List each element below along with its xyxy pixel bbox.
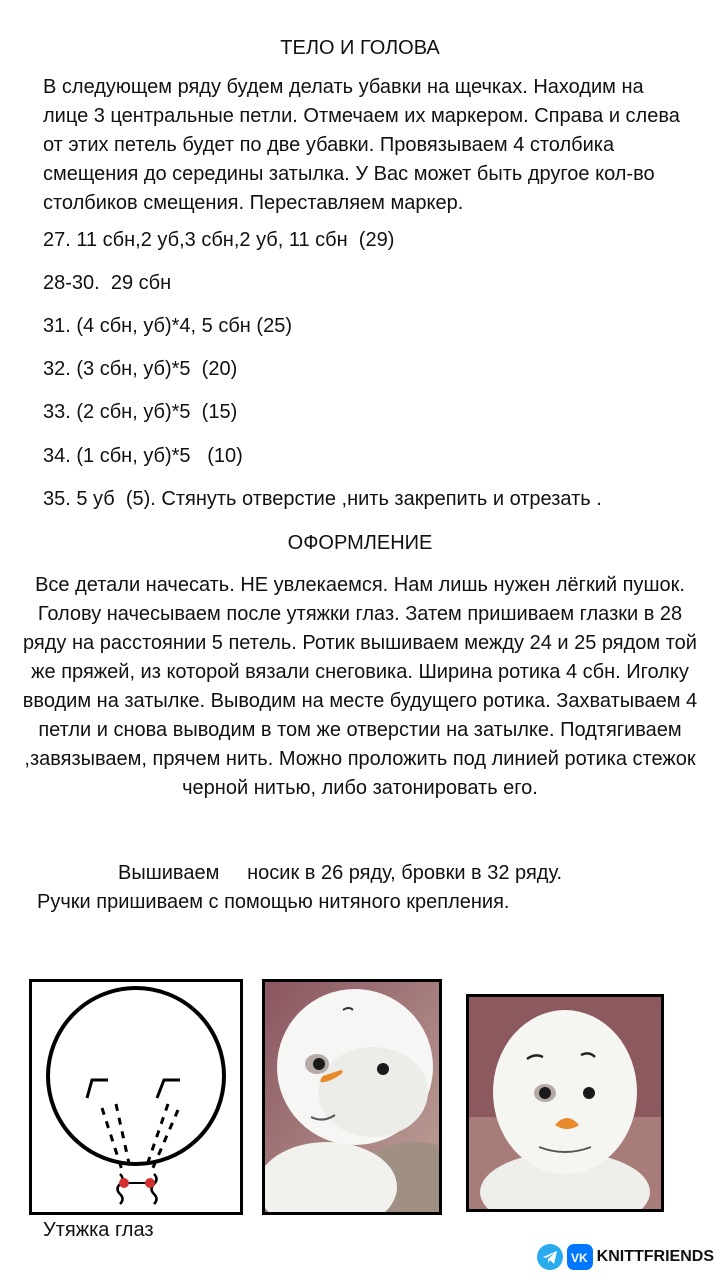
- section-title-body: ТЕЛО И ГОЛОВА: [280, 37, 440, 59]
- row-34: 34. (1 сбн, уб)*5 (10): [43, 445, 243, 467]
- eye-tightening-diagram: [29, 979, 243, 1215]
- brand-name: KNITTFRIENDS: [596, 1248, 714, 1265]
- diagram-caption: Утяжка глаз: [43, 1219, 154, 1241]
- row-31: 31. (4 сбн, уб)*4, 5 сбн (25): [43, 315, 292, 337]
- snowman-photo-front: [466, 994, 664, 1212]
- row-28-30: 28-30. 29 сбн: [43, 272, 172, 294]
- row-27: 27. 11 сбн,2 уб,3 сбн,2 уб, 11 сбн (29): [43, 229, 395, 251]
- section-title-decor: ОФОРМЛЕНИЕ: [287, 532, 433, 554]
- right-bead: [145, 1178, 155, 1188]
- diagram-drawing: [32, 982, 240, 1212]
- row-33: 33. (2 сбн, уб)*5 (15): [43, 401, 238, 423]
- left-bead: [119, 1178, 129, 1188]
- hands-line: Ручки пришиваем с помощью нитяного крепления.: [37, 891, 510, 913]
- photo-side-drawing: [265, 982, 439, 1212]
- telegram-icon: [537, 1244, 563, 1270]
- svg-text:VK: VK: [570, 1251, 588, 1265]
- vk-icon: [567, 1244, 593, 1270]
- decor-paragraph: Все детали начесать. НЕ увлекаемся. Нам лишь нужен лёгкий пушок. Голову начесываем после утяжки глаз. Затем пришиваем глазки в 28 ряду на расстоянии 5 петель. Ротик вышиваем между 24 и 25 рядом той же пряжей, из которой вязали снеговика. Ширина ротика 4 сбн. Иголку вводим на затылке. Выводим на месте будущего ротика. Захватываем 4 петли и снова выводим в том же отверстии на затылке. Подтягиваем ,завязываем, прячем нить. Можно проложить под линией ротика стежок черной нитью, либо затонировать его.: [22, 574, 698, 799]
- nose-line: Вышиваем носик в 26 ряду, бровки в 32 ряду.: [118, 862, 562, 884]
- row-32: 32. (3 сбн, уб)*5 (20): [43, 358, 238, 380]
- photo-front-drawing: [469, 997, 661, 1209]
- snowman-photo-side: [262, 979, 442, 1215]
- brand-mark: [537, 1244, 714, 1270]
- intro-paragraph: В следующем ряду будем делать убавки на щечках. Находим на лице 3 центральные петли. Отмечаем их маркером. Справа и слева от этих петель будет по две убавки. Провязываем 4 столбика смещения до середины затылка. У Вас может быть другое кол-во столбиков смещения. Переставляем маркер.: [43, 76, 680, 214]
- row-35: 35. 5 уб (5). Стянуть отверстие ,нить закрепить и отрезать .: [43, 488, 602, 510]
